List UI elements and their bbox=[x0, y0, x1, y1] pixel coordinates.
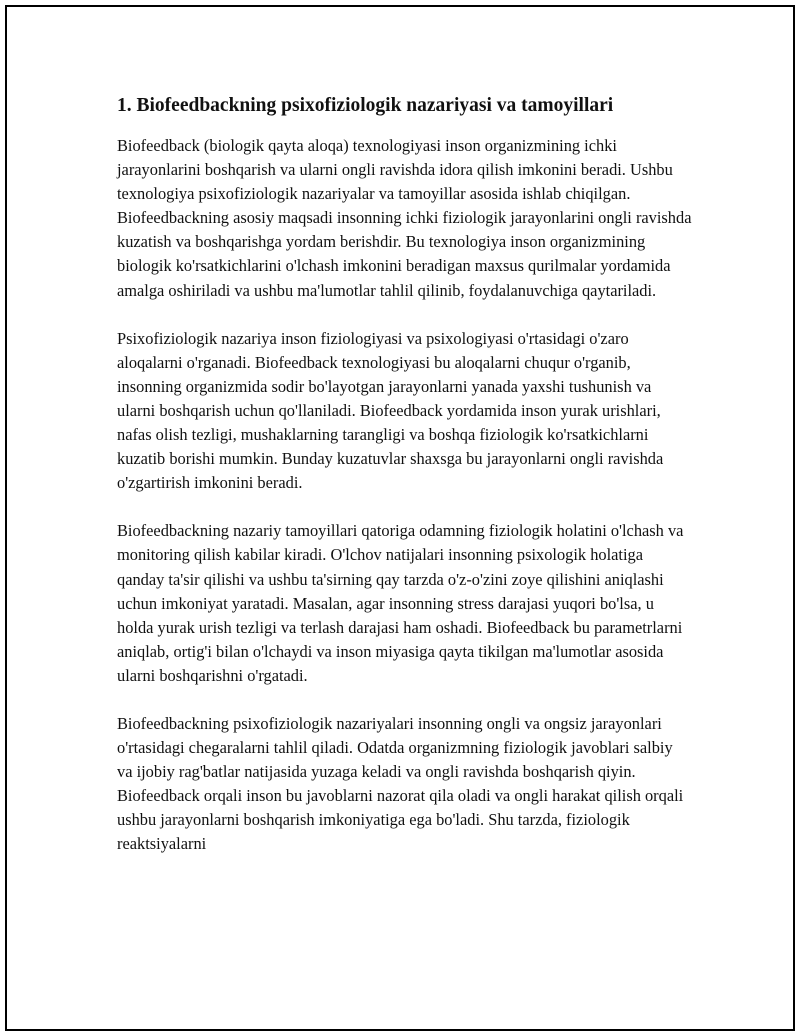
paragraph-3: Biofeedbackning nazariy tamoyillari qatoriga odamning fiziologik holatini o'lchash va monitoring qilish kabilar kiradi. O'lchov natijalari insonning psixologik holatiga qanday ta'sir qilishi va ushbu ta'sirning qay tarzda o'z-o'zini zoye qilishini aniqlashi uchun imkoniyat yaratadi. Masalan, agar insonning stress darajasi yuqori bo'lsa, u holda yurak urish tezligi va terlash darajasi ham oshadi. Biofeedback bu parametrlarni aniqlab, ortig'i bilan o'lchaydi va inson miyasiga qayta tikilgan ma'lumotlar asosida ularni boshqarishni o'rgatadi. bbox=[117, 521, 684, 685]
section-heading: 1. Biofeedbackning psixofiziologik nazariyasi va tamoyillari bbox=[117, 95, 614, 116]
paragraph-4: Biofeedbackning psixofiziologik nazariyalari insonning ongli va ongsiz jarayonlari o'rtasidagi chegaralarni tahlil qiladi. Odatda organizmning fiziologik javoblari salbiy va ijobiy rag'batlar natijasida yuzaga keladi va ongli ravishda boshqarish qiyin. Biofeedback orqali inson bu javoblarni nazorat qila oladi va ongli harakat qilish orqali ushbu jarayonlarni boshqarish imkoniyatiga ega bo'ladi. Shu tarzda, fiziologik reaktsiyalarni bbox=[117, 713, 684, 854]
paragraph-1: Biofeedback (biologik qayta aloqa) texnologiyasi inson organizmining ichki jarayonlarini boshqarish va ularni ongli ravishda idora qilish imkonini beradi. Ushbu texnologiya psixofiziologik nazariyalar va tamoyillar asosida ishlab chiqilgan. Biofeedbackning asosiy maqsadi insonning ichki fiziologik jarayonlarini ongli ravishda kuzatish va boshqarishga yordam berishdir. Bu texnologiya inson organizmining biologik ko'rsatkichlarini o'lchash imkonini beradigan maxsus qurilmalar yordamida amalga oshiriladi va ushbu ma'lumotlar tahlil qilinib, foydalanuvchiga qaytariladi. bbox=[117, 136, 692, 300]
document-body bbox=[117, 92, 692, 881]
paragraph-2: Psixofiziologik nazariya inson fiziologiyasi va psixologiyasi o'rtasidagi o'zaro aloqalarni o'rganadi. Biofeedback texnologiyasi bu aloqalarni chuqur o'rganib, insonning organizmida sodir bo'layotgan jarayonlarni yanada yaxshi tushunish va ularni boshqarish uchun qo'llaniladi. Biofeedback yordamida inson yurak urishlari, nafas olish tezligi, mushaklarning tarangligi va boshqa fiziologik ko'rsatkichlarni kuzatib borishi mumkin. Bunday kuzatuvlar shaxsga bu jarayonlarni ongli ravishda o'zgartirish imkonini beradi. bbox=[117, 328, 664, 493]
